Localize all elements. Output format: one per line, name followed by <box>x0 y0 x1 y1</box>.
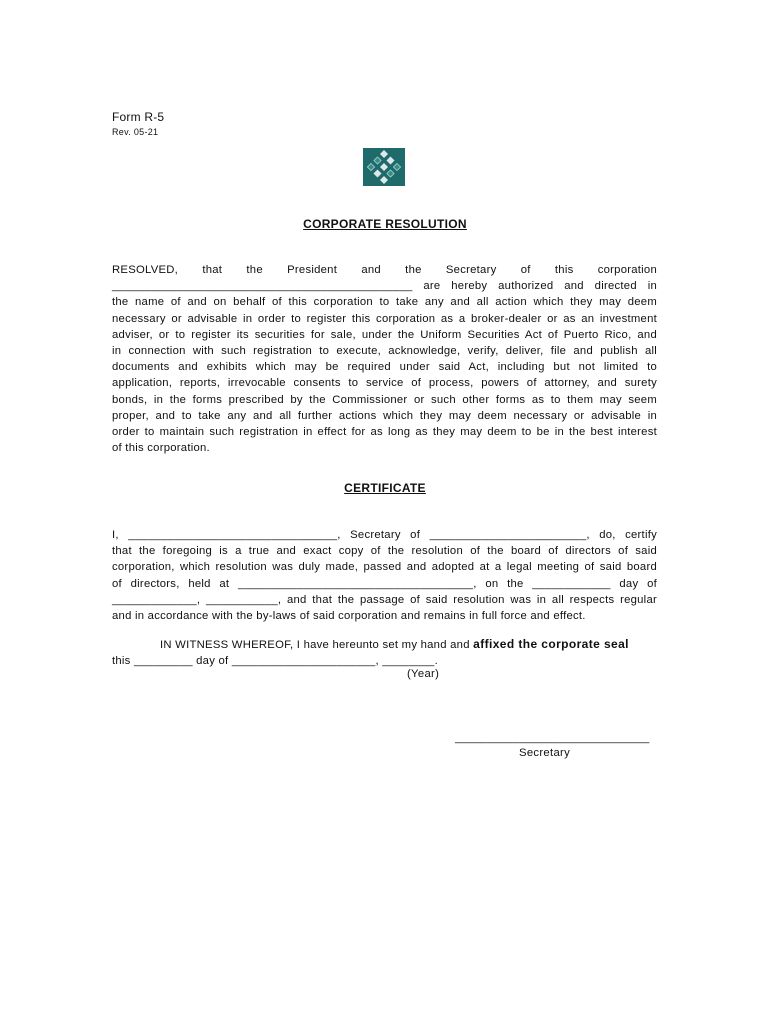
certificate-title: CERTIFICATE <box>344 481 426 495</box>
witness-line <box>112 636 657 653</box>
resolution-line: application, reports, irrevocable consents to service of process, powers of attorney, and surety <box>112 377 657 390</box>
resolution-line: RESOLVED, that the President and the Secretary of this corporation <box>112 264 657 276</box>
resolution-title: CORPORATE RESOLUTION <box>303 217 467 231</box>
resolution-line: of this corporation. <box>112 442 210 455</box>
resolution-line: adviser, or to register its securities for sale, under the Uniform Securities Act of Puerto Rico, and <box>112 328 657 341</box>
signature-line: ______________________________ <box>455 732 650 744</box>
resolution-line: order to maintain such registration in effect for as long as they may deem to be in the best interest <box>112 426 657 439</box>
certificate-line: that the foregoing is a true and exact copy of the resolution of the board of directors of said <box>112 545 657 558</box>
certificate-paragraph <box>112 527 657 624</box>
signature-label: Secretary <box>519 747 571 759</box>
revision-date: Rev. 05-21 <box>112 127 159 137</box>
certificate-line: of directors, held at ____________________________________, on the ____________ day of <box>112 577 657 590</box>
certificate-line: I, ________________________________, Secretary of ________________________, do, certify <box>112 529 657 541</box>
certificate-line: _____________, ___________, and that the passage of said resolution was in all respects regular <box>112 593 657 606</box>
year-label: (Year) <box>407 668 440 680</box>
form-number: Form R-5 <box>112 110 165 124</box>
diamond-lattice-logo-icon <box>363 148 405 186</box>
witness-seal-text: affixed the corporate seal <box>473 637 629 651</box>
witness-text: IN WITNESS WHEREOF, I have hereunto set my hand and <box>160 639 474 651</box>
resolution-line: in connection with such registration to execute, acknowledge, verify, deliver, file and publish all <box>112 345 657 358</box>
witness-date-line: this _________ day of ______________________, ________. <box>112 655 438 668</box>
resolution-paragraph <box>112 262 657 456</box>
certificate-line: and in accordance with the by-laws of said corporation and remains in full force and effect. <box>112 610 586 623</box>
resolution-line: bonds, in the forms prescribed by the Commissioner or such other forms as to them may seem <box>112 393 657 406</box>
resolution-line: documents and exhibits which may be required under said Act, including but not limited to <box>112 361 657 374</box>
resolution-line: proper, and to take any and all further actions which they may deem necessary or advisable in <box>112 409 657 422</box>
witness-clause <box>112 636 657 669</box>
resolution-line: ______________________________________________ are hereby authorized and directed in <box>112 280 657 293</box>
resolution-line: the name of and on behalf of this corporation to take any and all action which they may deem <box>112 296 657 309</box>
resolution-line: necessary or advisable in order to register this corporation as a broker-dealer or as an investment <box>112 312 657 325</box>
certificate-line: corporation, which resolution was duly made, passed and adopted at a legal meeting of said board <box>112 561 657 574</box>
